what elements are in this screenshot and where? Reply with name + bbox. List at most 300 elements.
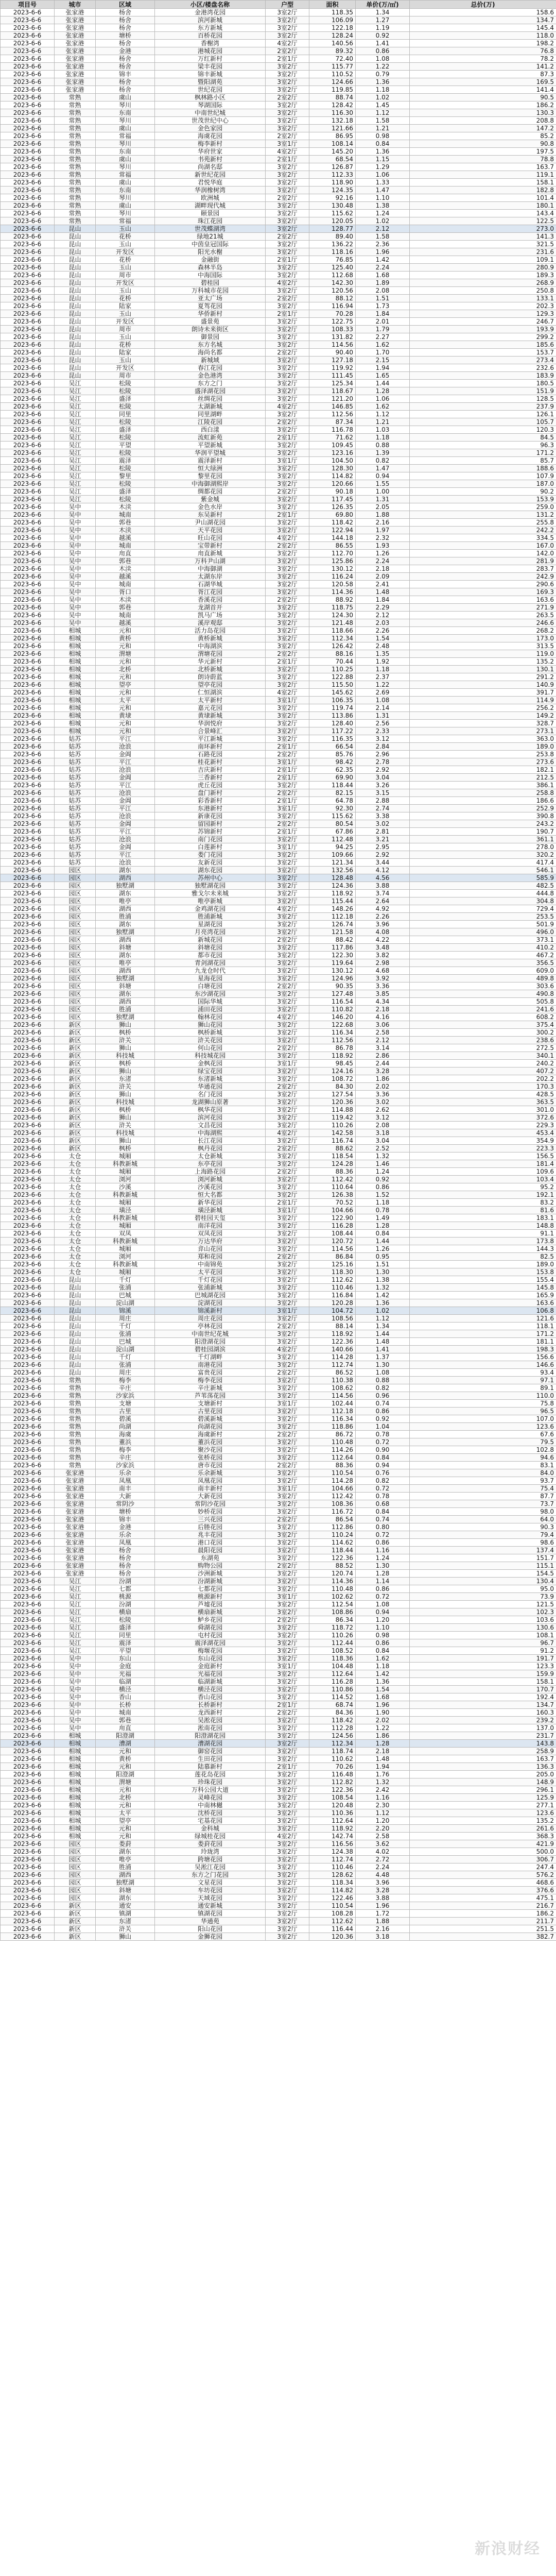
table-cell[interactable]: 3室2厅 <box>266 913 309 921</box>
table-cell[interactable]: 124.30 <box>309 612 356 619</box>
table-cell[interactable]: 3室2厅 <box>266 712 309 720</box>
table-row[interactable] <box>1 117 556 125</box>
table-row[interactable] <box>1 1238 556 1245</box>
table-cell[interactable]: 189.0 <box>410 1261 556 1268</box>
table-row[interactable] <box>1 542 556 550</box>
table-cell[interactable]: 2室1厅 <box>266 1701 309 1709</box>
table-cell[interactable]: 2023-6-6 <box>1 287 55 295</box>
table-cell[interactable]: 120.72 <box>309 1238 356 1245</box>
table-cell[interactable]: 2室2厅 <box>266 1044 309 1052</box>
table-cell[interactable]: 常熟 <box>55 1423 96 1431</box>
table-cell[interactable]: 吴中 <box>55 503 96 511</box>
table-cell[interactable]: 4室2厅 <box>266 534 309 542</box>
table-cell[interactable]: 2023-6-6 <box>1 1469 55 1477</box>
table-cell[interactable]: 常阴沙花园 <box>155 1500 266 1508</box>
table-cell[interactable]: 元和 <box>96 1786 155 1794</box>
table-cell[interactable]: 富贵花园 <box>155 1369 266 1377</box>
table-cell[interactable]: 湖东 <box>96 990 155 998</box>
table-cell[interactable]: 东山 <box>96 1655 155 1663</box>
table-cell[interactable]: 松陵 <box>96 403 155 411</box>
table-cell[interactable]: 231.6 <box>410 248 556 256</box>
table-cell[interactable]: 3室2厅 <box>266 1029 309 1037</box>
table-cell[interactable]: 3室2厅 <box>266 1245 309 1253</box>
table-cell[interactable]: 183.1 <box>410 1214 556 1222</box>
table-cell[interactable]: 东南 <box>96 187 155 194</box>
table-cell[interactable]: 1.96 <box>356 248 410 256</box>
table-cell[interactable]: 3室2厅 <box>266 1740 309 1748</box>
table-cell[interactable]: 常熟 <box>55 1392 96 1400</box>
table-cell[interactable]: 118.90 <box>309 179 356 187</box>
table-cell[interactable]: 108.36 <box>309 1500 356 1508</box>
table-cell[interactable]: 2.26 <box>356 627 410 635</box>
table-cell[interactable]: 湖西 <box>96 1871 155 1879</box>
table-cell[interactable]: 2室2厅 <box>266 349 309 357</box>
table-cell[interactable]: 2023-6-6 <box>1 1377 55 1384</box>
table-cell[interactable]: 湖西 <box>96 905 155 913</box>
table-cell[interactable]: 2023-6-6 <box>1 1632 55 1639</box>
table-cell[interactable]: 开发区 <box>96 279 155 287</box>
table-cell[interactable]: 东渚 <box>96 1075 155 1083</box>
table-cell[interactable]: 142.30 <box>309 279 356 287</box>
table-cell[interactable]: 2.52 <box>356 1145 410 1153</box>
table-cell[interactable]: 平江 <box>96 828 155 836</box>
table-cell[interactable]: 2023-6-6 <box>1 511 55 519</box>
table-cell[interactable]: 陆家 <box>96 302 155 310</box>
table-cell[interactable]: 1.32 <box>356 1284 410 1292</box>
table-cell[interactable]: 盛泽 <box>96 1624 155 1632</box>
table-cell[interactable]: 太湖东岸 <box>155 573 266 581</box>
table-cell[interactable]: 70.52 <box>309 1199 356 1207</box>
table-cell[interactable]: 141.4 <box>410 86 556 94</box>
table-cell[interactable]: 197.5 <box>410 148 556 156</box>
table-cell[interactable]: 2023-6-6 <box>1 333 55 341</box>
table-cell[interactable]: 1.02 <box>356 1307 410 1315</box>
table-cell[interactable]: 金枫花园 <box>155 1060 266 1067</box>
table-cell[interactable]: 2023-6-6 <box>1 1755 55 1763</box>
table-cell[interactable]: 108.33 <box>309 326 356 333</box>
table-cell[interactable]: 361.1 <box>410 836 556 843</box>
table-cell[interactable]: 梅堰花园 <box>155 1647 266 1655</box>
table-cell[interactable]: 3室2厅 <box>266 1523 309 1531</box>
table-cell[interactable]: 116.35 <box>309 735 356 743</box>
table-row[interactable] <box>1 171 556 179</box>
table-cell[interactable]: 125.9 <box>410 1794 556 1802</box>
table-cell[interactable]: 震泽 <box>96 457 155 465</box>
table-cell[interactable]: 狮山花园 <box>155 1021 266 1029</box>
table-cell[interactable]: 2.88 <box>356 797 410 805</box>
table-cell[interactable]: 新区 <box>55 1021 96 1029</box>
table-cell[interactable]: 143.8 <box>410 1740 556 1748</box>
table-cell[interactable]: 渭塘花园 <box>155 650 266 658</box>
table-cell[interactable]: 亚太广场 <box>155 295 266 302</box>
table-cell[interactable]: 绸都花园 <box>155 488 266 496</box>
table-cell[interactable]: 1.41 <box>356 40 410 47</box>
table-cell[interactable]: 85.2 <box>410 132 556 140</box>
table-cell[interactable]: 112.74 <box>309 1361 356 1369</box>
table-cell[interactable]: 北桥新城 <box>155 666 266 673</box>
table-cell[interactable]: 世纪花园 <box>155 86 266 94</box>
table-cell[interactable]: 漕湖 <box>96 1740 155 1748</box>
table-cell[interactable]: 相城 <box>55 1794 96 1802</box>
table-cell[interactable]: 1.12 <box>356 411 410 418</box>
table-cell[interactable]: 3室2厅 <box>266 1477 309 1485</box>
table-row[interactable] <box>1 1670 556 1678</box>
table-cell[interactable]: 2023-6-6 <box>1 1817 55 1825</box>
table-row[interactable] <box>1 434 556 442</box>
table-cell[interactable]: 1.10 <box>356 1624 410 1632</box>
table-cell[interactable]: 181.4 <box>410 1160 556 1168</box>
table-cell[interactable]: 周市 <box>96 272 155 279</box>
table-cell[interactable]: 1.28 <box>356 1570 410 1578</box>
table-cell[interactable]: 3室2厅 <box>266 1778 309 1786</box>
table-cell[interactable]: 2室2厅 <box>266 1369 309 1377</box>
table-cell[interactable]: 盛泽湖花园 <box>155 387 266 395</box>
table-cell[interactable]: 120.48 <box>309 1802 356 1809</box>
table-cell[interactable]: 城厢 <box>96 1168 155 1176</box>
table-cell[interactable]: 3室2厅 <box>266 1655 309 1663</box>
table-cell[interactable]: 2023-6-6 <box>1 1021 55 1029</box>
table-cell[interactable]: 昆山 <box>55 233 96 241</box>
table-cell[interactable]: 3.44 <box>356 859 410 867</box>
table-cell[interactable]: 2023-6-6 <box>1 1462 55 1469</box>
table-cell[interactable]: 开发区 <box>96 318 155 326</box>
table-cell[interactable]: 3室2厅 <box>266 1817 309 1825</box>
table-row[interactable] <box>1 1377 556 1384</box>
table-cell[interactable]: 昆山 <box>55 272 96 279</box>
table-cell[interactable]: 吴中 <box>55 519 96 527</box>
table-cell[interactable]: 凤凰花园 <box>155 1477 266 1485</box>
table-cell[interactable]: 滨河新城 <box>155 16 266 24</box>
table-cell[interactable]: 平望 <box>96 1647 155 1655</box>
table-cell[interactable]: 吉庆新村 <box>155 766 266 774</box>
table-cell[interactable]: 3室2厅 <box>266 1338 309 1346</box>
table-cell[interactable]: 118.74 <box>309 1748 356 1755</box>
table-cell[interactable]: 太仓 <box>55 1191 96 1199</box>
table-cell[interactable]: 128.5 <box>410 395 556 403</box>
table-row[interactable] <box>1 310 556 318</box>
table-cell[interactable]: 94.6 <box>410 1454 556 1462</box>
table-cell[interactable]: 1.48 <box>356 1338 410 1346</box>
table-row[interactable] <box>1 952 556 959</box>
table-cell[interactable]: 78.2 <box>410 55 556 63</box>
table-cell[interactable]: 2023-6-6 <box>1 1353 55 1361</box>
table-cell[interactable]: 3室2厅 <box>266 975 309 982</box>
table-cell[interactable]: 153.7 <box>410 349 556 357</box>
table-cell[interactable]: 88.74 <box>309 94 356 101</box>
table-cell[interactable]: 108.86 <box>309 1608 356 1616</box>
table-cell[interactable]: 186.2 <box>410 1910 556 1918</box>
table-cell[interactable]: 2023-6-6 <box>1 758 55 766</box>
table-row[interactable] <box>1 109 556 117</box>
table-cell[interactable]: 85.76 <box>309 751 356 758</box>
table-cell[interactable]: 118.42 <box>309 1717 356 1724</box>
table-cell[interactable]: 流虹新苑 <box>155 434 266 442</box>
table-cell[interactable]: 109.45 <box>309 442 356 449</box>
table-cell[interactable]: 241.6 <box>410 1006 556 1013</box>
table-cell[interactable]: 1.15 <box>356 156 410 163</box>
table-cell[interactable]: 2023-6-6 <box>1 1052 55 1060</box>
table-cell[interactable]: 吴中 <box>55 604 96 612</box>
table-cell[interactable]: 斜塘 <box>96 1887 155 1894</box>
table-cell[interactable]: 2023-6-6 <box>1 635 55 642</box>
table-cell[interactable]: 吴江 <box>55 1608 96 1616</box>
table-cell[interactable]: 112.56 <box>309 411 356 418</box>
table-cell[interactable]: 116.84 <box>309 1292 356 1299</box>
table-cell[interactable]: 70.26 <box>309 1763 356 1771</box>
table-cell[interactable]: 1.76 <box>356 1771 410 1778</box>
table-cell[interactable]: 新康花园 <box>155 812 266 820</box>
table-cell[interactable]: 0.82 <box>356 1477 410 1485</box>
table-cell[interactable]: 2室2厅 <box>266 596 309 604</box>
table-row[interactable] <box>1 1578 556 1585</box>
table-cell[interactable]: 平江 <box>96 805 155 812</box>
table-cell[interactable]: 震泽新村 <box>155 457 266 465</box>
table-cell[interactable]: 128.48 <box>309 874 356 882</box>
table-row[interactable] <box>1 272 556 279</box>
table-cell[interactable]: 123.3 <box>410 1663 556 1670</box>
table-cell[interactable]: 2023-6-6 <box>1 256 55 264</box>
table-cell[interactable]: 吴中 <box>55 1693 96 1701</box>
table-cell[interactable]: 吴江 <box>55 465 96 472</box>
table-cell[interactable]: 243.2 <box>410 820 556 828</box>
table-cell[interactable]: 3室2厅 <box>266 1570 309 1578</box>
table-cell[interactable]: 3.38 <box>356 812 410 820</box>
table-cell[interactable]: 斜塘 <box>96 944 155 952</box>
table-cell[interactable]: 吴中 <box>55 1686 96 1693</box>
table-cell[interactable]: 塘桥 <box>96 1508 155 1516</box>
table-cell[interactable]: 2023-6-6 <box>1 1686 55 1693</box>
table-cell[interactable]: 2023-6-6 <box>1 581 55 588</box>
table-row[interactable] <box>1 1315 556 1323</box>
table-cell[interactable]: 119.1 <box>410 171 556 179</box>
table-cell[interactable]: 娄葑花园 <box>155 1840 266 1848</box>
table-cell[interactable]: 元和 <box>96 720 155 727</box>
table-cell[interactable]: 2.33 <box>356 727 410 735</box>
table-cell[interactable]: 3室2厅 <box>266 859 309 867</box>
table-cell[interactable]: 3室2厅 <box>266 1114 309 1122</box>
table-cell[interactable]: 2.02 <box>356 1717 410 1724</box>
table-cell[interactable]: 1.65 <box>356 372 410 380</box>
table-cell[interactable]: 0.92 <box>356 1415 410 1423</box>
table-cell[interactable]: 109.6 <box>410 1168 556 1176</box>
table-cell[interactable]: 月亮湾花园 <box>155 928 266 936</box>
table-cell[interactable]: 0.84 <box>356 1508 410 1516</box>
table-row[interactable] <box>1 604 556 612</box>
table-cell[interactable]: 太平 <box>96 697 155 704</box>
table-cell[interactable]: 417.4 <box>410 859 556 867</box>
table-cell[interactable]: 2室2厅 <box>266 751 309 758</box>
table-cell[interactable]: 120.66 <box>309 480 356 488</box>
table-cell[interactable]: 2023-6-6 <box>1 1292 55 1299</box>
table-cell[interactable]: 0.72 <box>356 1438 410 1446</box>
table-cell[interactable]: 3室2厅 <box>266 612 309 619</box>
table-cell[interactable]: 太仓 <box>55 1245 96 1253</box>
table-cell[interactable]: 2023-6-6 <box>1 1400 55 1408</box>
table-row[interactable] <box>1 511 556 519</box>
table-cell[interactable]: 89.1 <box>410 1384 556 1392</box>
table-cell[interactable]: 2023-6-6 <box>1 1268 55 1276</box>
table-row[interactable] <box>1 1284 556 1292</box>
table-cell[interactable]: 3室2厅 <box>266 1137 309 1145</box>
table-cell[interactable]: 3室2厅 <box>266 1601 309 1608</box>
table-cell[interactable]: 410.2 <box>410 944 556 952</box>
table-cell[interactable]: 常熟 <box>55 210 96 217</box>
table-cell[interactable]: 常熟 <box>55 202 96 210</box>
table-row[interactable] <box>1 1469 556 1477</box>
table-cell[interactable]: 吴中 <box>55 573 96 581</box>
table-cell[interactable]: 91.1 <box>410 1230 556 1238</box>
table-row[interactable] <box>1 1330 556 1338</box>
table-cell[interactable]: 吴中 <box>55 557 96 565</box>
table-cell[interactable]: 吴中 <box>55 1709 96 1717</box>
table-row[interactable] <box>1 1562 556 1570</box>
table-cell[interactable]: 周庄 <box>96 1315 155 1323</box>
table-cell[interactable]: 124.28 <box>309 1160 356 1168</box>
table-cell[interactable]: 2.08 <box>356 1122 410 1129</box>
table-cell[interactable]: 3室2厅 <box>266 735 309 743</box>
table-cell[interactable]: 枫桥 <box>96 1060 155 1067</box>
table-row[interactable] <box>1 364 556 372</box>
table-cell[interactable]: 新华花园 <box>155 1199 266 1207</box>
table-cell[interactable]: 2.84 <box>356 743 410 751</box>
table-cell[interactable]: 3室2厅 <box>266 1825 309 1833</box>
table-cell[interactable]: 龙湖首开 <box>155 604 266 612</box>
table-cell[interactable]: 虞山 <box>96 125 155 132</box>
table-cell[interactable]: 142.0 <box>410 550 556 557</box>
table-cell[interactable]: 璜泾 <box>96 1207 155 1214</box>
table-cell[interactable]: 251.5 <box>410 1925 556 1933</box>
table-cell[interactable]: 482.5 <box>410 882 556 890</box>
table-cell[interactable]: 弇山花园 <box>155 1245 266 1253</box>
table-cell[interactable]: 237.9 <box>410 403 556 411</box>
table-cell[interactable]: 万达华府 <box>155 1238 266 1245</box>
table-cell[interactable]: 宝带新村 <box>155 542 266 550</box>
table-cell[interactable]: 2023-6-6 <box>1 1748 55 1755</box>
table-cell[interactable]: 354.9 <box>410 1137 556 1145</box>
table-cell[interactable]: 相城 <box>55 1817 96 1825</box>
table-cell[interactable]: 3.28 <box>356 1887 410 1894</box>
table-cell[interactable]: 园区 <box>55 913 96 921</box>
table-cell[interactable]: 金色港湾 <box>155 372 266 380</box>
table-cell[interactable]: 84.36 <box>309 1709 356 1717</box>
table-cell[interactable]: 3.82 <box>356 952 410 959</box>
table-cell[interactable]: 唯亭 <box>96 897 155 905</box>
table-cell[interactable]: 北桥 <box>96 1794 155 1802</box>
table-cell[interactable]: 112.82 <box>309 1778 356 1786</box>
table-cell[interactable]: 枫桥 <box>96 1029 155 1037</box>
table-cell[interactable]: 2023-6-6 <box>1 527 55 534</box>
table-cell[interactable]: 张家港 <box>55 1516 96 1523</box>
table-cell[interactable]: 198.2 <box>410 40 556 47</box>
table-cell[interactable]: 1.97 <box>356 527 410 534</box>
table-cell[interactable]: 1.29 <box>356 163 410 171</box>
table-cell[interactable]: 合景峰汇 <box>155 727 266 735</box>
table-cell[interactable]: 125.40 <box>309 264 356 272</box>
table-cell[interactable]: 元和 <box>96 627 155 635</box>
table-cell[interactable]: 247.4 <box>410 1863 556 1871</box>
table-cell[interactable]: 虞山 <box>96 202 155 210</box>
table-cell[interactable]: 越溪 <box>96 573 155 581</box>
table-cell[interactable]: 1.96 <box>356 1701 410 1709</box>
table-cell[interactable]: 0.68 <box>356 1500 410 1508</box>
table-cell[interactable]: 周市 <box>96 372 155 380</box>
table-cell[interactable]: 新区 <box>55 1910 96 1918</box>
table-cell[interactable]: 中海湖滨 <box>155 642 266 650</box>
table-cell[interactable]: 园区 <box>55 882 96 890</box>
table-cell[interactable]: 新城域 <box>155 357 266 364</box>
table-cell[interactable]: 127.48 <box>309 990 356 998</box>
table-cell[interactable]: 3.06 <box>356 1021 410 1029</box>
table-cell[interactable]: 中南世纪城 <box>155 109 266 117</box>
table-cell[interactable]: 4室2厅 <box>266 403 309 411</box>
table-cell[interactable]: 园区 <box>55 975 96 982</box>
table-cell[interactable]: 2023-6-6 <box>1 210 55 217</box>
table-cell[interactable]: 太仓 <box>55 1238 96 1245</box>
table-cell[interactable]: 3室2厅 <box>266 1469 309 1477</box>
table-cell[interactable]: 88.36 <box>309 1462 356 1469</box>
table-cell[interactable]: 园区 <box>55 1013 96 1021</box>
table-cell[interactable]: 2023-6-6 <box>1 1639 55 1647</box>
table-cell[interactable]: 283.7 <box>410 565 556 573</box>
table-cell[interactable]: 湖东花园 <box>155 867 266 874</box>
table-cell[interactable]: 吴中 <box>55 511 96 519</box>
table-cell[interactable]: 唐市花园 <box>155 1462 266 1469</box>
table-cell[interactable]: 2室2厅 <box>266 542 309 550</box>
table-row[interactable] <box>1 210 556 217</box>
table-cell[interactable]: 304.8 <box>410 897 556 905</box>
table-cell[interactable]: 世茂蝶湖湾 <box>155 225 266 233</box>
table-cell[interactable]: 常熟 <box>55 101 96 109</box>
table-cell[interactable]: 琴川 <box>96 140 155 148</box>
table-row[interactable] <box>1 1755 556 1763</box>
table-cell[interactable]: 2023-6-6 <box>1 542 55 550</box>
table-row[interactable] <box>1 1168 556 1176</box>
table-cell[interactable]: 璜泾新城 <box>155 1207 266 1214</box>
table-cell[interactable]: 1.36 <box>356 1299 410 1307</box>
table-cell[interactable]: 3室2厅 <box>266 387 309 395</box>
table-cell[interactable]: 3室2厅 <box>266 1330 309 1338</box>
table-row[interactable] <box>1 1214 556 1222</box>
table-cell[interactable]: 2023-6-6 <box>1 1663 55 1670</box>
table-cell[interactable]: 姑苏 <box>55 851 96 859</box>
table-cell[interactable]: 75.8 <box>410 1400 556 1408</box>
table-cell[interactable]: 363.0 <box>410 735 556 743</box>
table-cell[interactable]: 朗诗蔚蓝 <box>155 673 266 681</box>
table-cell[interactable]: 1.73 <box>356 302 410 310</box>
table-cell[interactable]: 1.30 <box>356 1562 410 1570</box>
table-cell[interactable]: 3.88 <box>356 882 410 890</box>
table-cell[interactable]: 元和 <box>96 689 155 697</box>
table-cell[interactable]: 3.96 <box>356 1879 410 1887</box>
table-cell[interactable]: 1.39 <box>356 449 410 457</box>
table-cell[interactable]: 甪直 <box>96 550 155 557</box>
table-cell[interactable]: 通安 <box>96 1902 155 1910</box>
table-cell[interactable]: 2室1厅 <box>266 774 309 782</box>
table-cell[interactable]: 张家港 <box>55 78 96 86</box>
table-cell[interactable]: 昆山 <box>55 372 96 380</box>
table-cell[interactable]: 122.18 <box>309 24 356 32</box>
table-cell[interactable]: 巴城 <box>96 1292 155 1299</box>
table-cell[interactable]: 2023-6-6 <box>1 318 55 326</box>
table-cell[interactable]: 湖东 <box>96 952 155 959</box>
table-cell[interactable]: 2023-6-6 <box>1 1786 55 1794</box>
table-cell[interactable]: 252.9 <box>410 805 556 812</box>
table-cell[interactable]: 常熟 <box>55 179 96 187</box>
table-cell[interactable]: 116.54 <box>309 998 356 1006</box>
table-cell[interactable]: 505.8 <box>410 998 556 1006</box>
table-cell[interactable]: 2.16 <box>356 1925 410 1933</box>
table-cell[interactable]: 107.0 <box>410 1415 556 1423</box>
